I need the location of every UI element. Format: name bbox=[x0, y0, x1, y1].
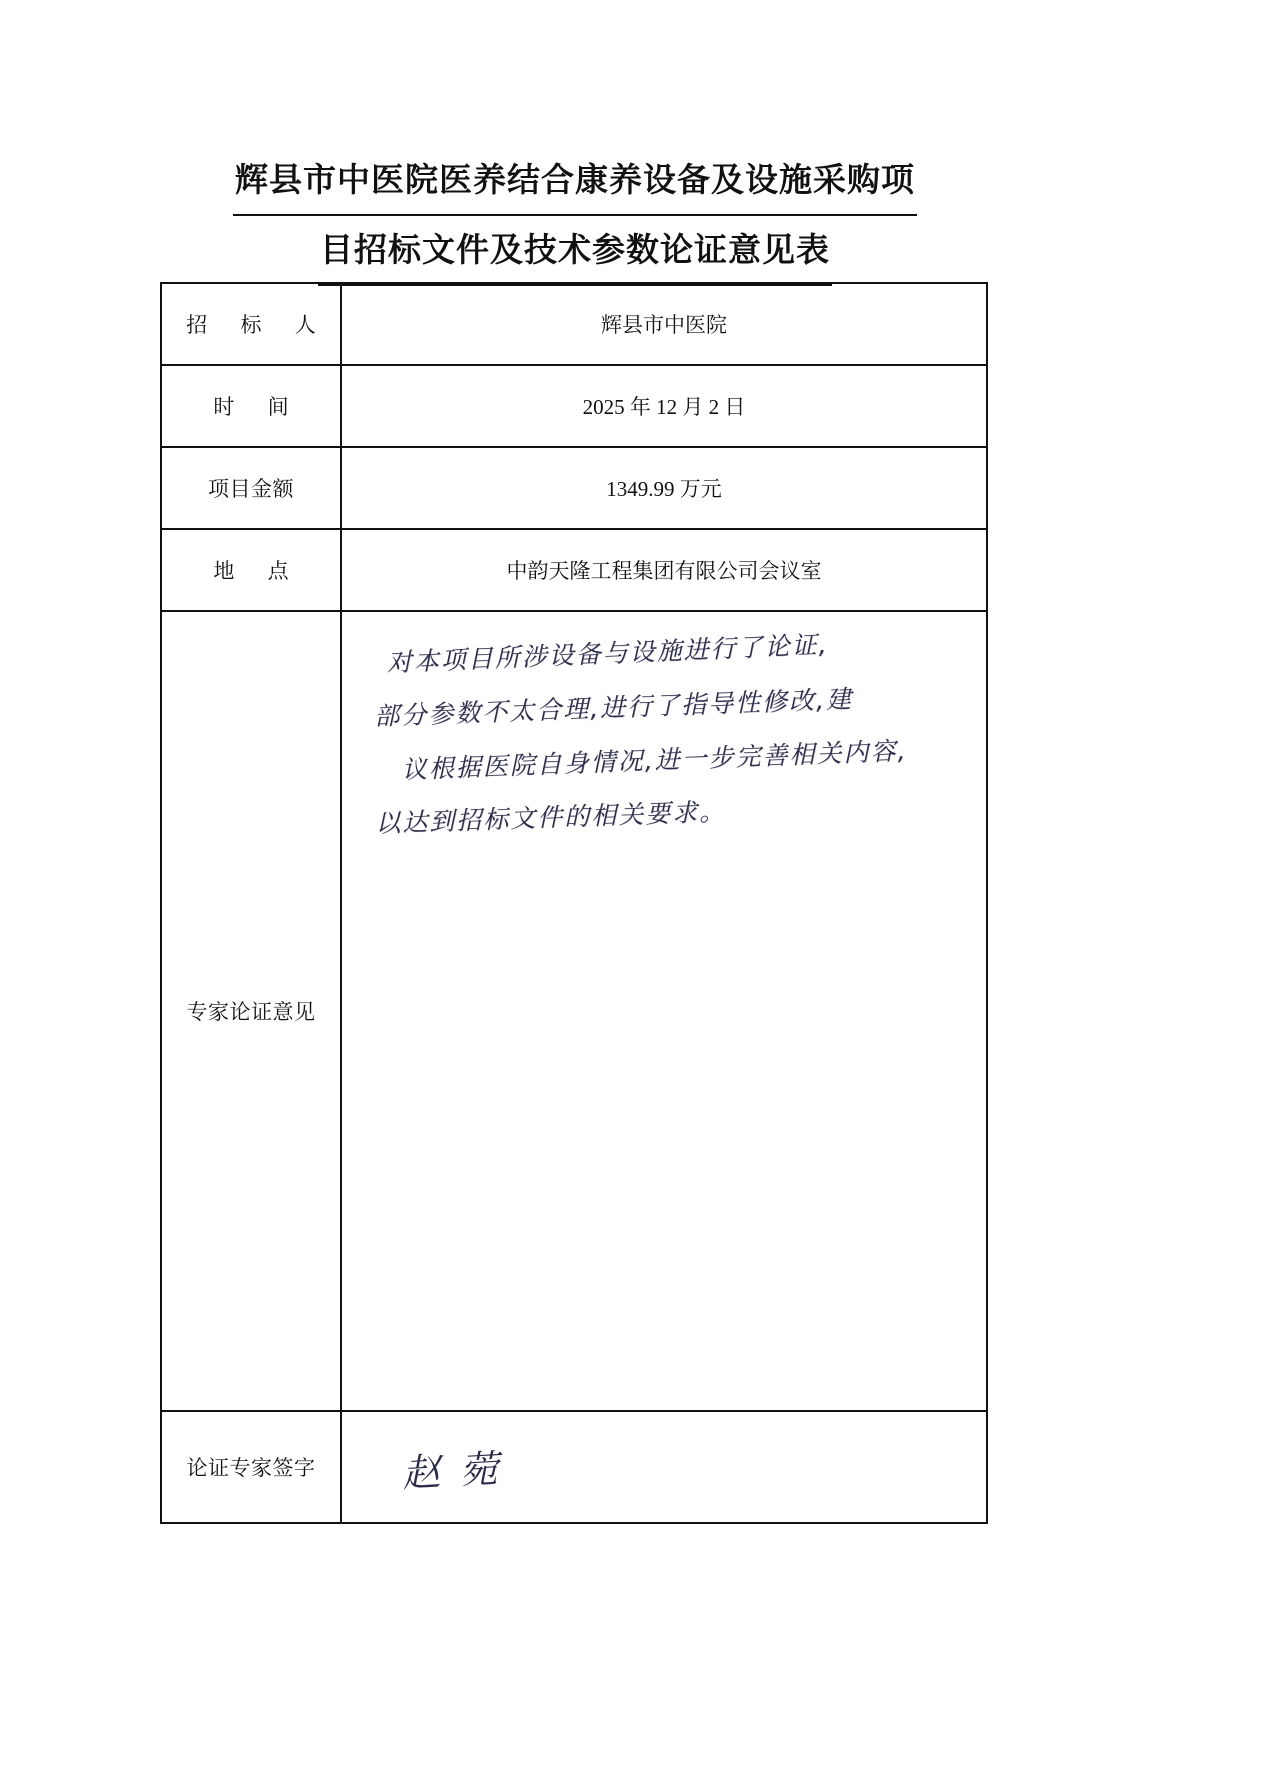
opinion-form-table bbox=[160, 282, 988, 1524]
label-place: 地 点 bbox=[162, 530, 342, 610]
value-expert-signature bbox=[342, 1412, 986, 1522]
value-amount: 1349.99 万元 bbox=[606, 477, 722, 501]
handwritten-line-1: 对本项目所涉设备与设施进行了论证, bbox=[386, 629, 829, 678]
document-title bbox=[160, 150, 990, 286]
label-amount: 项目金额 bbox=[162, 448, 342, 528]
handwritten-line-2: 部分参数不太合理,进行了指导性修改,建 bbox=[373, 684, 854, 731]
handwritten-signature: 赵 菀 bbox=[401, 1445, 504, 1496]
table-row-place bbox=[162, 530, 986, 612]
table-row-tenderer bbox=[162, 284, 986, 366]
handwritten-opinion-text bbox=[368, 617, 974, 850]
label-tenderer: 招 标 人 bbox=[162, 284, 342, 364]
handwritten-line-3: 议根据医院自身情况,进一步完善相关内容, bbox=[401, 736, 908, 785]
value-time: 2025 年 12 月 2 日 bbox=[582, 395, 746, 419]
table-row-amount bbox=[162, 448, 986, 530]
value-place: 中韵天隆工程集团有限公司会议室 bbox=[506, 559, 822, 583]
table-row-signature bbox=[162, 1412, 986, 1522]
label-expert-signature: 论证专家签字 bbox=[162, 1412, 342, 1522]
value-tenderer: 辉县市中医院 bbox=[601, 313, 727, 337]
title-line-1: 辉县市中医院医养结合康养设备及设施采购项 bbox=[233, 150, 917, 216]
table-row-time bbox=[162, 366, 986, 448]
title-line-2: 目招标文件及技术参数论证意见表 bbox=[318, 220, 832, 286]
table-row-expert-opinion bbox=[162, 612, 986, 1412]
label-time: 时 间 bbox=[162, 366, 342, 446]
label-expert-opinion: 专家论证意见 bbox=[162, 612, 342, 1410]
value-expert-opinion bbox=[342, 612, 986, 1410]
handwritten-line-4: 以达到招标文件的相关要求。 bbox=[374, 796, 727, 839]
